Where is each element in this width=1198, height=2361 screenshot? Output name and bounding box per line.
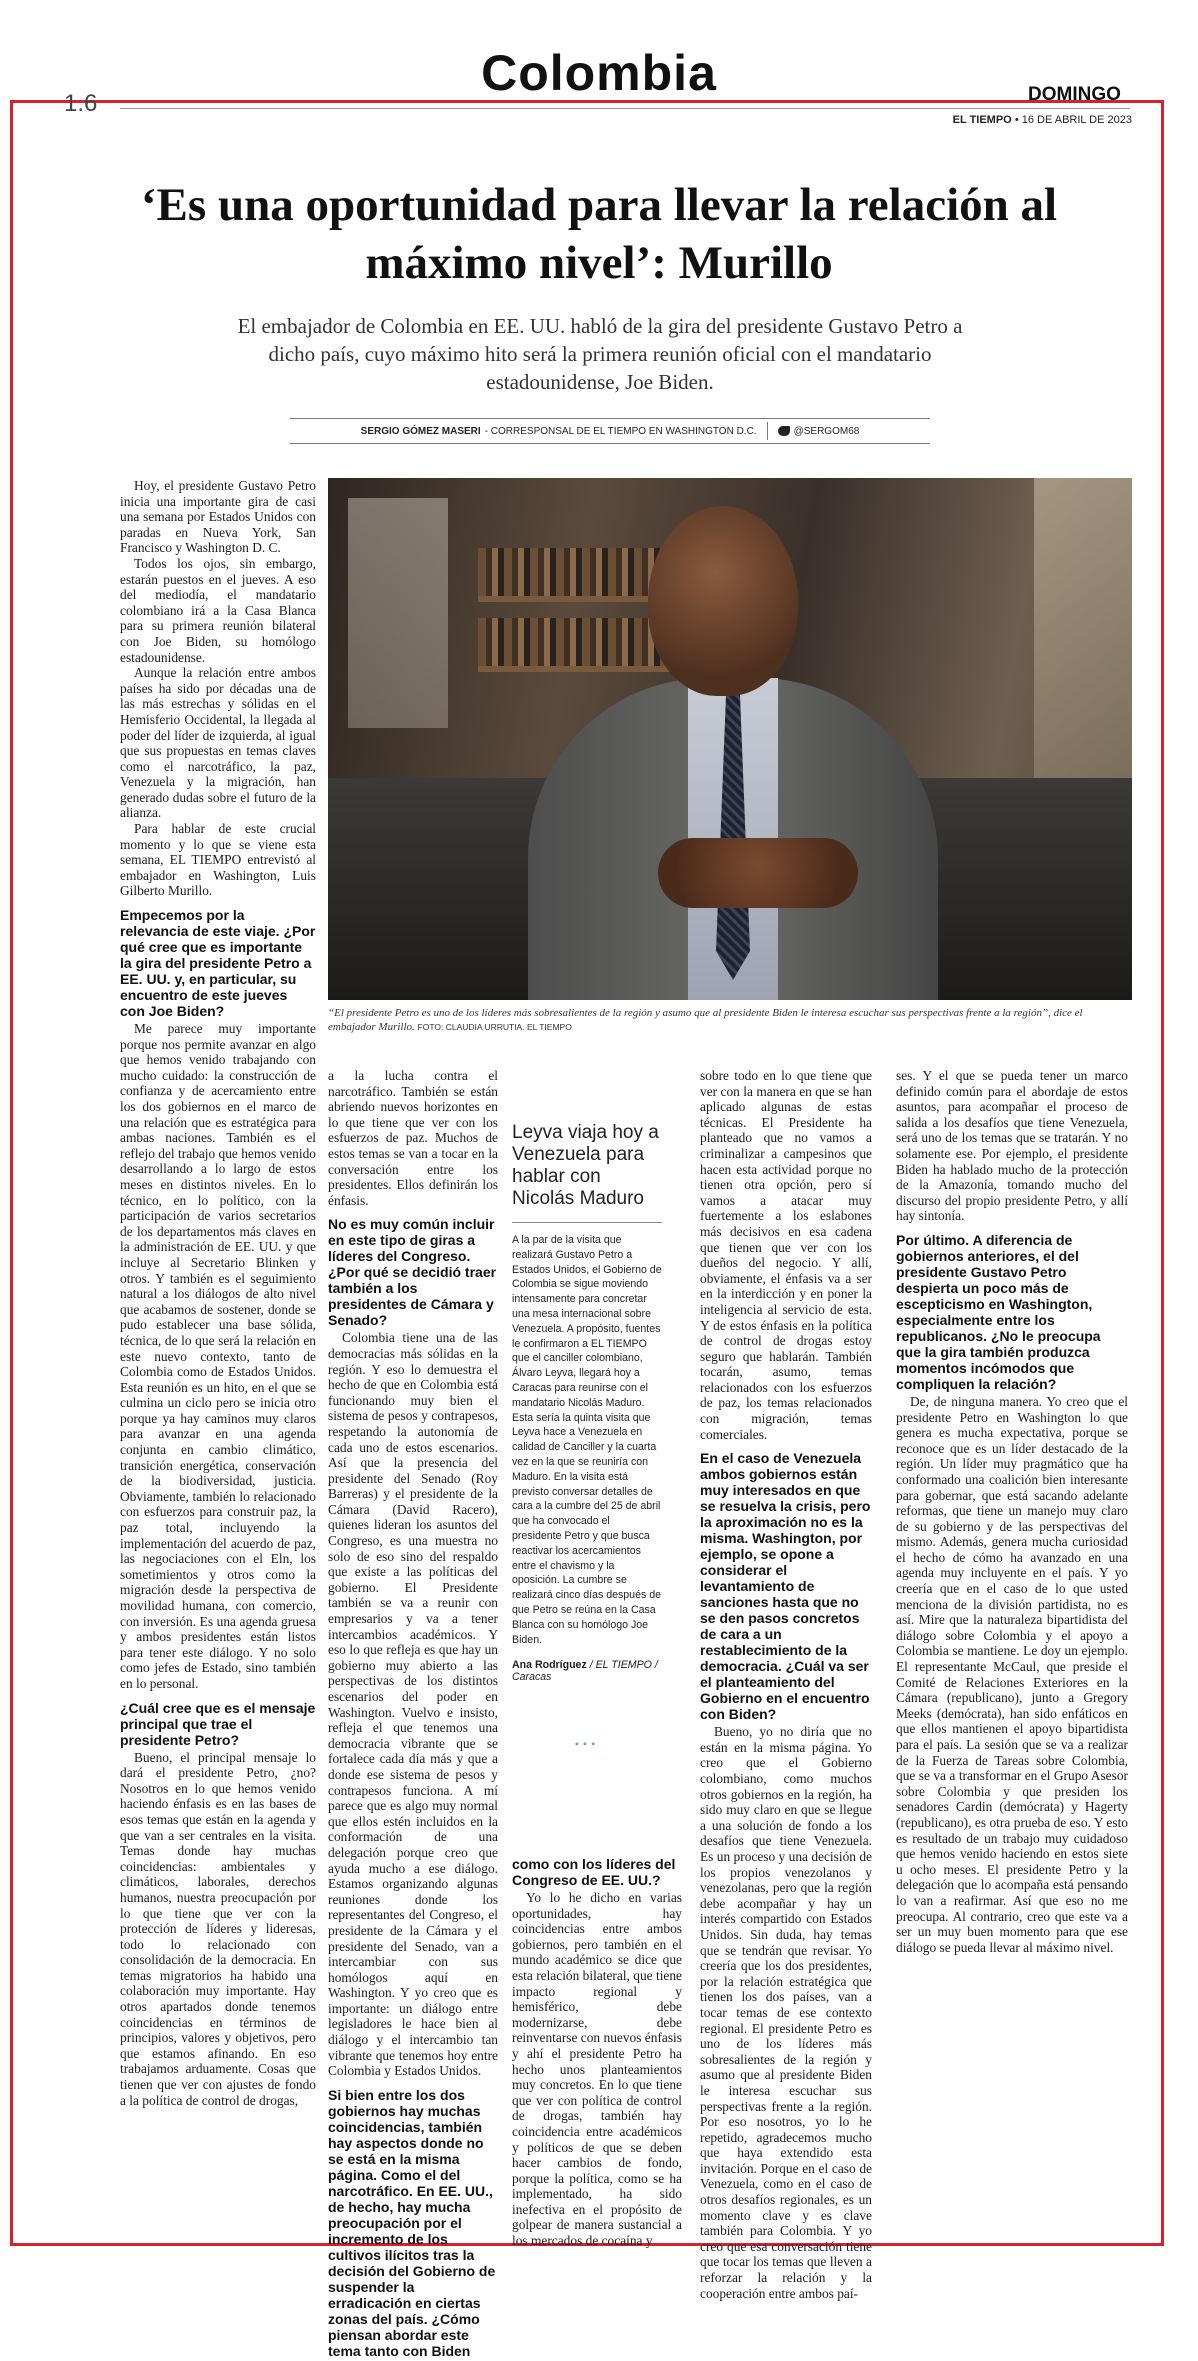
photo-caption bbox=[328, 1006, 1128, 1034]
col5-question-1: Por último. A diferencia de gobiernos anteriores, el del presidente Gustavo Petro despierta un poco más de escepticismo en Washington, especialmente entre los republicanos. ¿No le preocupa que la gira también produzca momentos incómodos que compliquen la relación? bbox=[896, 1231, 1101, 1392]
section-title: Colombia bbox=[481, 45, 717, 101]
headline: ‘Es una oportunidad para llevar la relación al máximo nivel’: Murillo bbox=[140, 179, 1058, 289]
dek: El embajador de Colombia en EE. UU. habló de la gira del presidente Gustavo Petro a dicho país, cuyo máximo hito será la primera reunión oficial con el mandatario estadounidense, Joe Biden. bbox=[237, 314, 963, 394]
col1-p2: Todos los ojos, sin embargo, estarán puestos en el jueves. A eso del mediodía, el mandatario colombiano irá a la Casa Blanca para su primera reunión bilateral con Joe Biden, su homólogo estadounidense. bbox=[120, 555, 316, 665]
col1-p4: Para hablar de este crucial momento y lo que se viene esta semana, EL TIEMPO entrevistó al embajador en Washington, Luis Gilberto Murillo. bbox=[120, 821, 316, 899]
sidebar-rule bbox=[512, 1222, 662, 1223]
col4-p1: sobre todo en lo que tiene que ver con la manera en que se han aplicado algunas de estas técnicas. El Presidente ha planteado que no vamos a criminalizar a campesinos que hacen esta actividad porque no tienen otra opción, pero sí vamos a atacar muy fuertemente a los eslabones más decisivos en esa cadena que tienen que ver con los dueños del negocio. Y allí, obviamente, el énfasis va a ser en la interdicción y en poner la inteligencia al servicio de esta. Y de estos énfasis en la política de control de drogas estoy seguro que hablarán. También tocarán, asumo, temas relacionados con los esfuerzos de paz, los temas relacionados con migración, temas comerciales. bbox=[700, 1068, 872, 1442]
byline-separator bbox=[767, 422, 768, 440]
sidebar-outlet: / EL TIEMPO / bbox=[589, 1659, 658, 1672]
column-2 bbox=[328, 1068, 498, 2361]
photo-lamp bbox=[1034, 478, 1132, 778]
column-4 bbox=[700, 1068, 872, 2301]
page-number: 1.6 bbox=[64, 90, 98, 117]
ambassador-photo bbox=[328, 478, 1132, 1000]
col1-question-2: ¿Cuál cree que es el mensaje principal que trae el presidente Petro? bbox=[120, 1699, 316, 1748]
byline-handle: @SERGOM68 bbox=[793, 425, 860, 437]
sidebar-author: Ana Rodríguez bbox=[512, 1659, 587, 1672]
col2-question-1: No es muy común incluir en este tipo de giras a líderes del Congreso. ¿Por qué se decidió traer también a los presidentes de Cámara y Senado? bbox=[328, 1216, 497, 1329]
col1-p1: Hoy, el presidente Gustavo Petro inicia una importante gira de casi una semana por Estados Unidos con paradas en Nueva York, San Francisco y Washington D. C. bbox=[120, 478, 316, 556]
top-rule bbox=[120, 108, 1130, 109]
dateline bbox=[880, 114, 1132, 126]
column-5 bbox=[896, 1068, 1128, 1955]
weekday-label: DOMINGO bbox=[1028, 84, 1121, 105]
column-1 bbox=[120, 478, 316, 2108]
col1-question-1: Empecemos por la relevancia de este viaje. ¿Por qué cree que es importante la gira del presidente Petro a EE. UU. y, en particular, su encuentro de este jueves con Joe Biden? bbox=[120, 907, 316, 1020]
col2-answer-1: Colombia tiene una de las democracias más sólidas en la región. Y eso lo demuestra el hecho de que en Colombia está funcionando muy bien el sistema de pesos y contrapesos, respetando la autonomía de cada uno de estos escenarios. Así que la presencia del presidente del Senado (Roy Barreras) y el presidente de la Cámara (David Racero), quienes lideran los asuntos del Congreso, es una muestra no solo de eso sino del respaldo que existe a las políticas del gobierno. El Presidente también se va a reunir con empresarios y va a tener intercambios académicos. Y eso lo que refleja es que hay un gobierno muy abierto a las perspectivas de los distintos escenarios del poder en Washington. Vuelvo e insisto, refleja el que tenemos una democracia vibrante que se fortalece cada día más y que a donde ese sistema de pesos y contrapesos funciona. A mí parece que es algo muy normal que ellos estén incluidos en la conformación de una delegación porque creo que ayuda mucho a ese diálogo. Estamos organizando algunas reuniones donde los representantes del Congreso, el presidente de la Cámara y el presidente del Senado, van a intercambiar con sus homólogos aquí en Washington. Y yo creo que es importante: un diálogo entre legisladores le hace bien al diálogo y el intercambio tan vibrante que tenemos hoy entre Colombia y Estados Unidos. bbox=[328, 1330, 498, 2079]
photo-window bbox=[348, 498, 448, 728]
dateline-paper: EL TIEMPO bbox=[952, 114, 1012, 126]
col3-answer-1: Yo lo he dicho en varias oportunidades, hay coincidencias entre ambos gobiernos, pero también en el mundo académico se dice que esta relación bilateral, que tiene impacto regional y hemisférico, debe modernizarse, debe reinventarse con nuevos énfasis y ahí el presidente Petro ha hecho unos planteamientos muy concretos. En lo que tiene que ver con política de control de drogas, también hay coincidencia entre académicos y políticos de que se deben hacer cambios de fondo, porque la política, como se ha implementado, ha sido inefectiva en el propósito de golpear de manera sustancial a los mercados de cocaína y bbox=[512, 1890, 682, 2249]
sidebar-box bbox=[512, 1122, 662, 1752]
col1-answer-2: Bueno, el principal mensaje lo dará el presidente Petro, ¿no? Nosotros en lo que hemos venido haciendo énfasis es en las bases de esos temas que están en la agenda y que van a ser centrales en la visita. Temas donde hay muchas coincidencias: ambientales y climáticos, laborales, derechos humanos, nuestra preocupación por lo que tiene que ver con la protección de líderes y lideresas, todo lo relacionado con consolidación de la democracia. En temas migratorios ha habido una colaboración muy importante. Hay otros apartados donde tenemos coincidencias en términos de principios, valores y objetivos, pero que estamos afinando. En eso trabajamos arduamente. Cosas que tienen que ver con ajustes de fondo a la política de control de drogas, bbox=[120, 1749, 316, 2108]
photo-credit: FOTO: CLAUDIA URRUTIA. EL TIEMPO bbox=[417, 1022, 572, 1032]
col5-answer-1: De, de ninguna manera. Yo creo que el presidente Petro en Washington lo que genera es mucha expectativa, porque se reconoce que es un líder destacado de la región. Un líder muy pragmático que ha conformado una coalición bien interesante para gobernar, que está sacando adelante reformas, que tiene un manejo muy claro de su gobierno y de las perspectivas del mismo. Además, genera mucha curiosidad el hecho de cómo ha avanzado en una agenda muy incluyente en el país. Y yo creería que en el caso de lo que usted menciona de la división partidista, no es así. Mire que la naturaleza bipartidista del diálogo sobre Colombia y el apoyo a Colombia se mantiene. Le doy un ejemplo. El representante McCaul, que preside el Comité de Relaciones Exteriores en la Cámara (republicano), junto a Gregory Meeks (demócrata), han sido enfáticos en que ellos mantienen el apoyo bipartidista para el país. La sesión que se va a realizar de la Fuerza de Tareas sobre Colombia, que se va a transformar en el Grupo Asesor sobre Colombia y que presiden los senadores Cardin (demócrata) y Hagerty (republicano), es otra prueba de eso. Y esto es resultado de un trabajo muy cuidadoso que hemos venido haciendo en estos siete u ocho meses. El presidente Petro y la delegación que lo acompaña está pensando lo van a reafirmar. Así que eso no me preocupa. Al contrario, creo que este va a ser un muy buen momento para que ese diálogo se pueda llevar al máximo nivel. bbox=[896, 1393, 1128, 1955]
twitter-icon bbox=[778, 426, 790, 436]
col1-answer-1: Me parece muy importante porque nos permite avanzar en algo que hemos venido trabajando con mucho cuidado: la construcción de confianza y de acercamiento entre los dos gobiernos en el marco de una relación que es estratégica para ambas naciones. También es el reflejo del trabajo que hemos venido desarrollando a lo largo de estos meses en distintos niveles. En lo técnico, en lo político, con la participación de varios secretarios de los departamentos más claves en la administración de EE. UU. y que incluye al Secretario Blinken y otros. Y también es el seguimiento natural a los diálogos de alto nivel que acabamos de sostener, donde se pudo establecer una base sólida, técnica, de lo que será la relación en este nuevo contexto, tanto de Colombia como de Estados Unidos. Esta reunión es un hito, en el que se culmina un ciclo pero se inicia otro porque ya hay caminos muy claros para avanzar en una agenda conjunta en cambio climático, transición energética, conservación de la biodiversidad, justicia. Obviamente, también lo relacionado con esfuerzos para construir paz, la paz total, incluyendo la implementación del acuerdo de paz, las negociaciones con el Eln, los sometimientos y otros como la migración desde la perspectiva de movilidad humana, con comercio, con inversión. Es una agenda gruesa y ambos presidentes están listos para tener este diálogo. Y no solo como jefes de Estado, sino también en lo personal. bbox=[120, 1021, 316, 1691]
col4-question-1: En el caso de Venezuela ambos gobiernos están muy interesados en que se resuelva la crisis, pero la aproximación no es la misma. Washington, por ejemplo, se opone a considerar el levantamiento de sanciones hasta que no se den pasos concretos de cara a un restablecimiento de la democracia. ¿Cuál va ser el planteamiento del Gobierno en el encuentro con Biden? bbox=[700, 1450, 871, 1723]
byline-role: - CORRESPONSAL DE EL TIEMPO EN WASHINGTON D.C. bbox=[484, 425, 757, 437]
col4-answer-1: Bueno, yo no diría que no están en la misma página. Yo creo que el Gobierno colombiano, como muchos otros gobiernos en la región, ha sido muy claro en que se llegue a una solución de fondo a los desafíos que tiene Venezuela. Es un proceso y una decisión de los propios venezolanos y venezolanas, pero que la región debe acompañar y hay un interés compartido con Estados Unidos. Sin duda, hay temas que se tendrán que revisar. Yo creería que los dos presidentes, por la relación estratégica que tienen los dos países, van a tocar temas de ese contexto regional. El presidente Petro es uno de los líderes más sobresalientes de la región y asumo que al presidente Biden le interesa escuchar sus perspectivas frente a la región. Por eso nosotros, yo lo he repetido, agradecemos mucho que haya extendido esta invitación. Porque en el caso de Venezuela, como en el caso de otros desafíos regionales, es un momento clave y es clave también para Colombia. Y yo creo que esa conversación tiene que tocar los temas que lleven a reforzar la relación y la cooperación entre ambos paí- bbox=[700, 1724, 872, 2301]
caption-text: “El presidente Petro es uno de los líderes más sobresalientes de la región y asumo que al presidente Biden le interesa escuchar sus perspectivas frente a la región”, dice el embajador Murillo. bbox=[328, 1007, 1083, 1033]
sidebar-title: Leyva viaja hoy a Venezuela para hablar con Nicolás Maduro bbox=[512, 1122, 659, 1209]
sidebar-city: Caracas bbox=[512, 1671, 552, 1684]
sidebar-signature bbox=[512, 1659, 662, 1683]
col2-question-2: Si bien entre los dos gobiernos hay muchas coincidencias, también hay aspectos donde no se está en la misma página. Como el del narcotráfico. En EE. UU., de hecho, hay mucha preocupación por el incremento de los cultivos ilícitos tras la decisión del Gobierno de suspender la erradicación en ciertas zonas del país. ¿Cómo piensan abordar este tema tanto con Biden bbox=[328, 2086, 496, 2359]
photo-hands bbox=[658, 838, 858, 908]
byline-author: SERGIO GÓMEZ MASERI bbox=[360, 425, 481, 437]
dateline-date: • 16 DE ABRIL DE 2023 bbox=[1014, 114, 1132, 126]
byline bbox=[290, 418, 930, 444]
photo-head bbox=[648, 506, 798, 696]
end-mark: ••• bbox=[574, 1737, 600, 1752]
col5-p1: ses. Y el que se pueda tener un marco definido común para el abordaje de estos asuntos, para acompañar el proceso de salida a los desafíos que tiene Venezuela, será uno de los temas que se tratarán. Y no solamente ese. Por ejemplo, el presidente Biden ha hablado mucho de la protección de la Amazonía, tomando mucho del discurso del propio presidente Petro, y allí hay sintonía. bbox=[896, 1068, 1128, 1224]
col3-question-1: como con los líderes del Congreso de EE. UU.? bbox=[512, 1856, 676, 1888]
column-3 bbox=[512, 1856, 682, 2249]
col1-p3: Aunque la relación entre ambos países ha sido por décadas una de las más estrechas y sólidas en el Hemisferio Occidental, la llegada al poder del líder de izquierda, al igual que sus propuestas en temas claves como el narcotráfico, la paz, Venezuela y la migración, han generado dudas sobre el futuro de la alianza. bbox=[120, 665, 316, 821]
col2-p1: a la lucha contra el narcotráfico. También se están abriendo nuevos horizontes en lo que tiene que ver con los esfuerzos de paz. Muchos de estos temas se van a tocar en la conversación entre los presidentes. Ellos definirán los énfasis. bbox=[328, 1068, 498, 1208]
sidebar-body: A la par de la visita que realizará Gustavo Petro a Estados Unidos, el Gobierno de Colombia se sigue moviendo intensamente para concretar una mesa internacional sobre Venezuela. A propósito, fuentes le confirmaron a EL TIEMPO que el canciller colombiano, Álvaro Leyva, llegará hoy a Caracas para reunirse con el mandatario Nicolás Maduro. Esta sería la quinta visita que Leyva hace a Venezuela en calidad de Canciller y la cuarta vez en la que se reuniría con Maduro. En la visita está previsto conversar detalles de cara a la cumbre del 25 de abril que ha convocado el presidente Petro y que busca reactivar los acercamientos entre el chavismo y la oposición. La cumbre se realizará cinco días después de que Petro se reúna en la Casa Blanca con su homólogo Joe Biden. bbox=[512, 1234, 662, 1646]
